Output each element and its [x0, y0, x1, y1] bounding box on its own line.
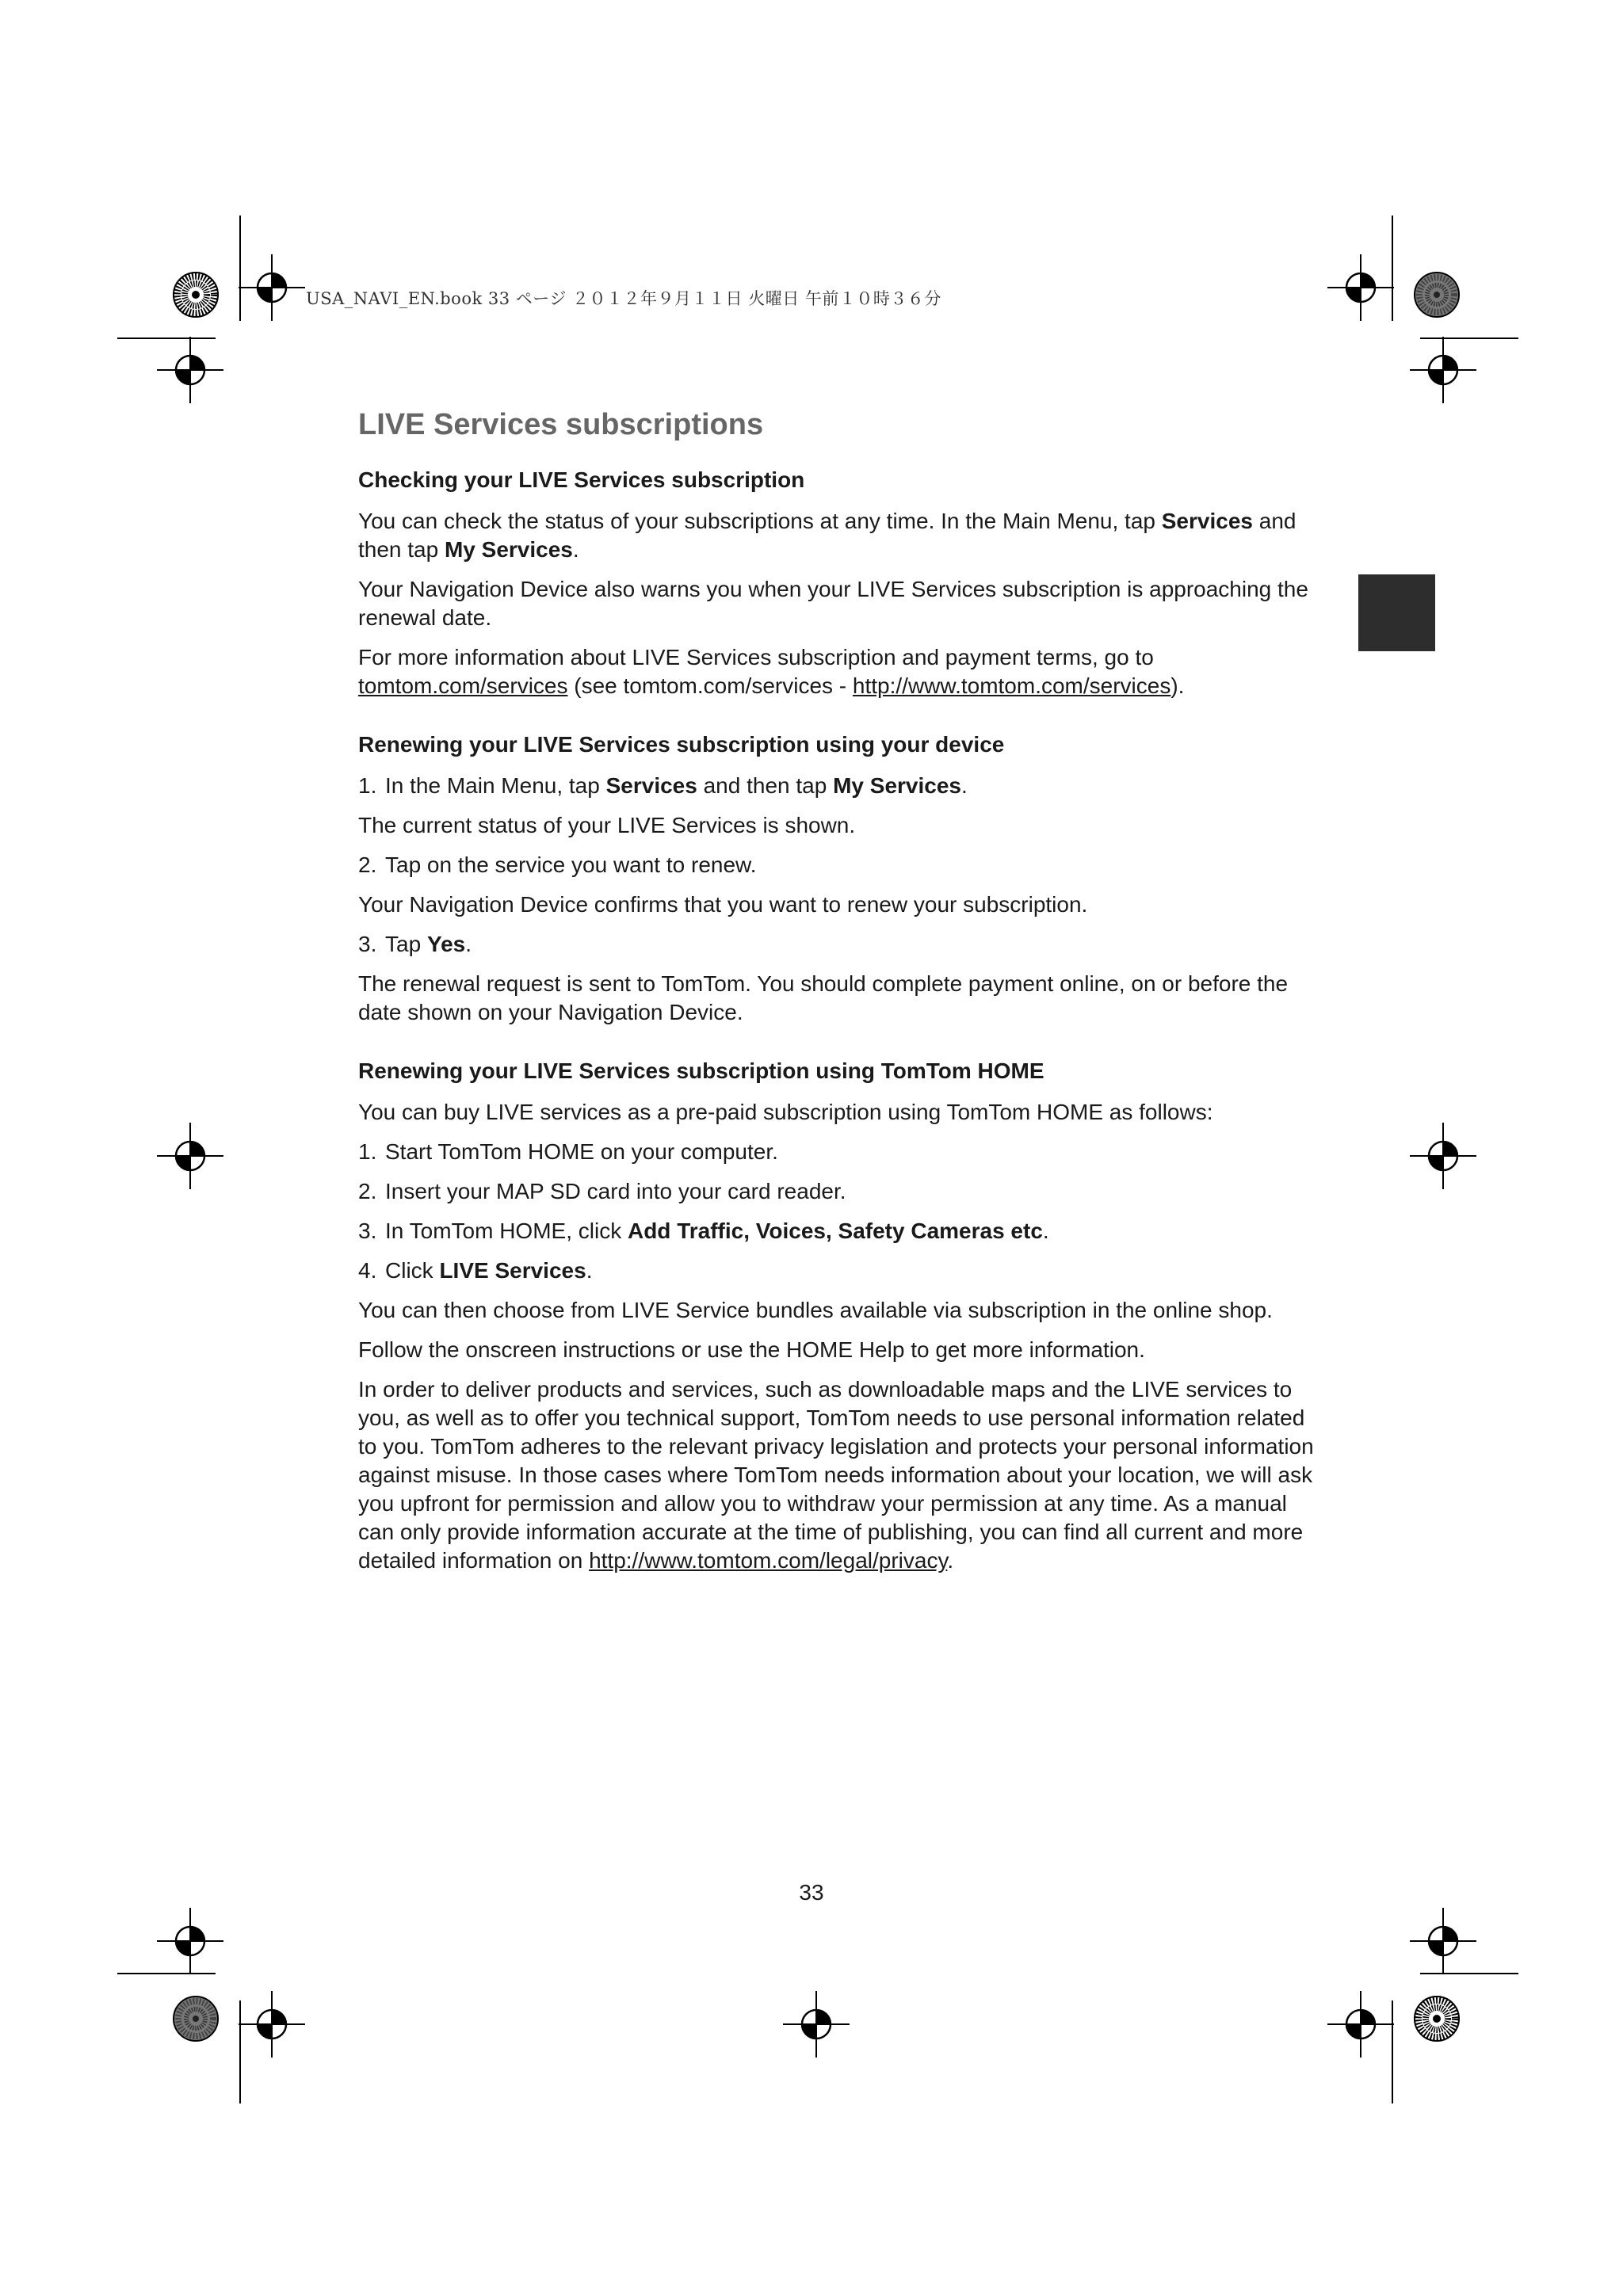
list-item: 3. In TomTom HOME, click Add Traffic, Voices, Safety Cameras etc. — [358, 1219, 1049, 1243]
list-item: 2. Tap on the service you want to renew. — [358, 852, 757, 877]
list-item: 1. In the Main Menu, tap Services and then tap My Services. — [358, 773, 968, 798]
step-note: Follow the onscreen instructions or use the HOME Help to get more information. — [358, 1337, 1145, 1362]
list-item: 4. Click LIVE Services. — [358, 1258, 593, 1283]
page-title: LIVE Services subscriptions — [358, 408, 764, 441]
list-item: 3. Tap Yes. — [358, 932, 472, 956]
registration-mark-icon — [1327, 1991, 1394, 2058]
list-item: 1. Start TomTom HOME on your computer. — [358, 1139, 778, 1164]
step-note: You can then choose from LIVE Service bundles available via subscription in the online shop. — [358, 1298, 1273, 1322]
registration-mark-icon — [239, 254, 305, 321]
registration-mark-icon — [157, 337, 223, 403]
paragraph: Your Navigation Device also warns you when your LIVE Services subscription is approaching the renewal date. — [358, 577, 1308, 630]
paragraph: You can check the status of your subscriptions at any time. In the Main Menu, tap Services and then tap My Services. — [358, 509, 1296, 562]
page-content — [358, 406, 1325, 1586]
paragraph: For more information about LIVE Services subscription and payment terms, go to tomtom.com/services (see tomtom.com/services - http://www.tomtom.com/services). — [358, 645, 1185, 698]
chapter-tab — [1358, 574, 1435, 651]
step-note: The renewal request is sent to TomTom. You should complete payment online, on or before the date shown on your Navigation Device. — [358, 971, 1289, 1024]
registration-mark-icon — [1327, 254, 1394, 321]
section-heading-renew-device: Renewing your LIVE Services subscription using your device — [358, 732, 1005, 757]
section-heading-checking: Checking your LIVE Services subscription — [358, 467, 805, 492]
step-note: Your Navigation Device confirms that you want to renew your subscription. — [358, 892, 1088, 917]
registration-mark-icon — [157, 1123, 223, 1189]
star-target-icon — [174, 1997, 218, 2041]
registration-mark-icon — [157, 1908, 223, 1974]
section-heading-renew-home: Renewing your LIVE Services subscription using TomTom HOME — [358, 1058, 1044, 1083]
registration-mark-icon — [783, 1991, 850, 2058]
registration-mark-icon — [1410, 1123, 1476, 1189]
registration-mark-icon — [239, 1991, 305, 2058]
link-tomtom-services[interactable]: tomtom.com/services — [358, 673, 568, 698]
star-target-icon — [174, 273, 218, 317]
link-privacy[interactable]: http://www.tomtom.com/legal/privacy — [589, 1548, 948, 1573]
star-target-icon — [1415, 273, 1459, 317]
page-number: 33 — [799, 1880, 824, 1905]
registration-mark-icon — [1410, 1908, 1476, 1974]
privacy-paragraph: In order to deliver products and services, such as downloadable maps and the LIVE services to you, as well as to offer you technical support, TomTom needs to use personal information related to you. TomTom adheres to the relevant privacy legislation and protects your personal information against misuse. In those cases where TomTom needs information about your location, we will ask you upfront for permission and allow you to withdraw your permission at any time. As a manual can only provide information accurate at the time of publishing, you can find all current and more detailed information on http://www.tomtom.com/legal/privacy. — [358, 1377, 1314, 1573]
star-target-icon — [1415, 1997, 1459, 2041]
registration-mark-icon — [1410, 337, 1476, 403]
print-header: USA_NAVI_EN.book 33 ページ ２０１２年９月１１日 火曜日 午前１０時３６分 — [306, 289, 941, 308]
list-item: 2. Insert your MAP SD card into your card reader. — [358, 1179, 846, 1203]
step-note: The current status of your LIVE Services is shown. — [358, 813, 856, 837]
paragraph: You can buy LIVE services as a pre-paid subscription using TomTom HOME as follows: — [358, 1100, 1213, 1124]
link-tomtom-services-url[interactable]: http://www.tomtom.com/services — [852, 673, 1171, 698]
